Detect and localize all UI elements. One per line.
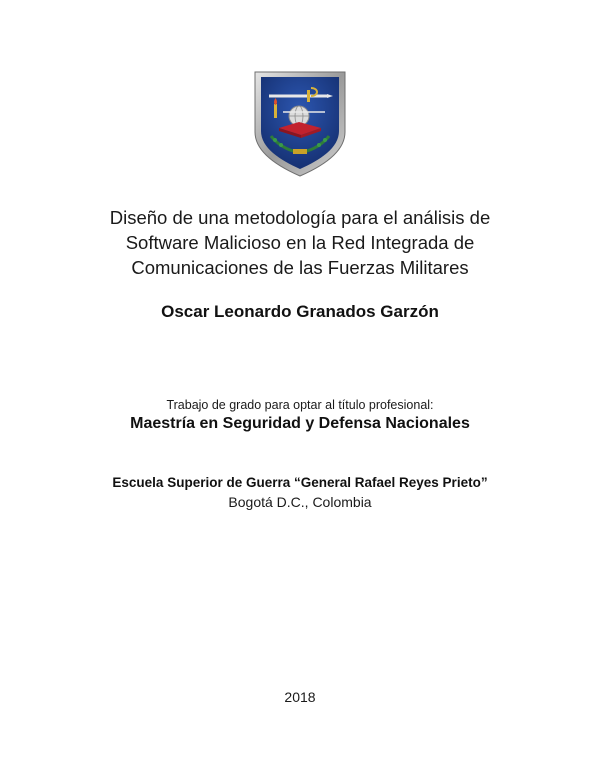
degree-intro: Trabajo de grado para optar al título profesional: — [166, 398, 434, 412]
title-line-1: Diseño de una metodología para el análisis de — [109, 207, 491, 228]
title-line-2: Software Malicioso en la Red Integrada de — [125, 232, 475, 253]
institution-location: Bogotá D.C., Colombia — [228, 494, 372, 510]
title-line-3: Comunicaciones de las Fuerzas Militares — [131, 257, 469, 278]
document-title — [0, 205, 600, 280]
institution-name: Escuela Superior de Guerra “General Rafael Reyes Prieto” — [112, 475, 488, 490]
military-school-crest-icon — [253, 70, 347, 178]
author-name: Oscar Leonardo Granados Garzón — [161, 302, 439, 321]
publication-year: 2018 — [284, 689, 316, 705]
degree-name: Maestría en Seguridad y Defensa Nacionales — [130, 415, 470, 432]
